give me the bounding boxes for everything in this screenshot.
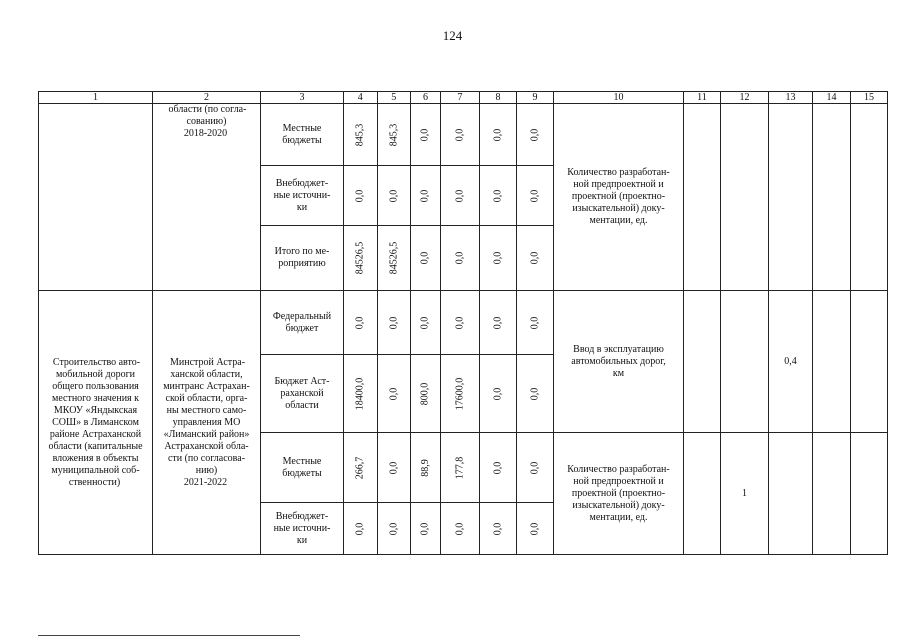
- value-text: 0,0: [492, 189, 503, 202]
- value-text: 0,0: [387, 387, 399, 400]
- value-cell: [411, 355, 441, 433]
- value-cell: [517, 291, 554, 355]
- value-text: 0,0: [529, 189, 540, 202]
- value-cell: [441, 355, 480, 433]
- col-header: 11: [684, 92, 721, 104]
- indicator-value-cell: [684, 291, 721, 433]
- value-text: 0,0: [387, 316, 399, 329]
- indicator-text: Количество разработан- ной предпроектной и проектной (проектно- изыскательной) доку- ментации, ед.: [567, 167, 670, 226]
- value-cell: [517, 503, 554, 555]
- value-cell: [344, 166, 378, 226]
- source-cell: [261, 355, 344, 433]
- value-text: 0,0: [529, 387, 540, 400]
- value-text: 0,0: [419, 316, 431, 329]
- indicator-cell: [554, 104, 684, 291]
- value-cell: [480, 226, 517, 291]
- source-cell: [261, 433, 344, 503]
- indicator-value-cell: [851, 433, 888, 555]
- indicator-value: 0,4: [784, 355, 797, 367]
- source-cell: [261, 503, 344, 555]
- value-text: 0,0: [492, 128, 503, 141]
- value-cell: [441, 166, 480, 226]
- col-header: 9: [517, 92, 554, 104]
- value-cell: [411, 503, 441, 555]
- value-text: 0,0: [419, 128, 431, 141]
- indicator-cell: [554, 433, 684, 555]
- value-text: 0,0: [492, 251, 503, 265]
- value-cell: [344, 433, 378, 503]
- indicator-value-cell: [684, 433, 721, 555]
- value-cell: [480, 503, 517, 555]
- col-header: 5: [377, 92, 411, 104]
- value-cell: [480, 355, 517, 433]
- source-text: Итого по ме- роприятию: [274, 246, 330, 269]
- indicator-value-cell: [721, 104, 769, 291]
- value-text: 0,0: [492, 461, 503, 474]
- indicator-value-cell: [769, 433, 813, 555]
- col-header: 2: [153, 92, 261, 104]
- measure-text: Строительство авто- мобильной дороги общего пользования местного значения к МКОУ «Яндыкская СОШ» в Лиманском районе Астраханской области (капитальные вложения в объекты муниципальной соб- ственности): [48, 356, 143, 488]
- source-text: Бюджет Аст- раханской области: [274, 375, 330, 411]
- col-header: 7: [441, 92, 480, 104]
- col-header: 10: [554, 92, 684, 104]
- value-cell: [441, 226, 480, 291]
- indicator-value-cell: [721, 291, 769, 433]
- column-number-row: [39, 92, 888, 104]
- col-header: 1: [39, 92, 153, 104]
- col-header: 14: [813, 92, 851, 104]
- value-text: 0,0: [419, 522, 431, 535]
- indicator-value-cell: [684, 104, 721, 291]
- col-header: 3: [261, 92, 344, 104]
- value-text: 0,0: [419, 251, 431, 265]
- value-cell: [441, 104, 480, 166]
- value-text: 0,0: [454, 522, 465, 535]
- value-cell: [517, 226, 554, 291]
- indicator-text: Ввод в эксплуатацию автомобильных дорог, км: [571, 343, 666, 379]
- value-cell: [411, 104, 441, 166]
- value-text: 0,0: [492, 522, 503, 535]
- value-cell: [480, 291, 517, 355]
- measure-cell-empty: [39, 104, 153, 291]
- table-row: [39, 291, 888, 355]
- footnote-divider: [38, 635, 300, 636]
- table-row: [39, 104, 888, 166]
- source-text: Внебюджет- ные источни- ки: [273, 177, 331, 213]
- responsible-text: Минстрой Астра- ханской области, минтранс Астрахан- ской области, орга- ны местного само- управления МО «Лиманский район» Астраханской обла- сти (по согласова- нию) 2021-2022: [163, 356, 250, 488]
- value-cell: [441, 503, 480, 555]
- page-number: 124: [442, 28, 463, 43]
- value-cell: [344, 226, 378, 291]
- indicator-value-cell: [769, 104, 813, 291]
- program-table: [38, 91, 888, 555]
- indicator-value-cell: [721, 433, 769, 555]
- col-header: 12: [721, 92, 769, 104]
- indicator-value-cell: [769, 291, 813, 433]
- value-text: 800,0: [419, 382, 431, 405]
- indicator-value-cell: [851, 104, 888, 291]
- indicator-value-cell: [851, 291, 888, 433]
- indicator-value-cell: [813, 291, 851, 433]
- source-cell: [261, 226, 344, 291]
- value-text: 0,0: [354, 522, 366, 535]
- value-cell: [377, 291, 411, 355]
- value-cell: [411, 226, 441, 291]
- indicator-value: 1: [742, 487, 747, 499]
- value-text: 0,0: [529, 461, 540, 474]
- source-cell: [261, 104, 344, 166]
- source-text: Федеральный бюджет: [272, 310, 332, 334]
- value-cell: [517, 355, 554, 433]
- value-text: 0,0: [387, 522, 399, 535]
- value-cell: [480, 433, 517, 503]
- indicator-value-cell: [813, 433, 851, 555]
- value-cell: [441, 433, 480, 503]
- value-cell: [480, 104, 517, 166]
- source-text: Местные бюджеты: [282, 122, 322, 146]
- value-cell: [377, 433, 411, 503]
- value-cell: [377, 166, 411, 226]
- value-text: 0,0: [529, 128, 540, 141]
- responsible-cell: [153, 104, 261, 291]
- value-text: 845,3: [354, 123, 366, 146]
- indicator-text: Количество разработан- ной предпроектной и проектной (проектно- изыскательной) доку- ментации, ед.: [567, 463, 670, 523]
- value-text: 0,0: [387, 461, 399, 474]
- value-cell: [441, 291, 480, 355]
- value-cell: [344, 104, 378, 166]
- value-cell: [377, 226, 411, 291]
- value-text: 84526,5: [354, 241, 366, 275]
- value-cell: [517, 104, 554, 166]
- value-cell: [411, 291, 441, 355]
- value-cell: [344, 291, 378, 355]
- col-header: 4: [344, 92, 378, 104]
- responsible-text: области (по согла- сованию) 2018-2020: [168, 104, 247, 139]
- source-cell: [261, 291, 344, 355]
- responsible-cell: [153, 291, 261, 555]
- value-cell: [517, 433, 554, 503]
- value-text: 84526,5: [387, 241, 399, 275]
- value-cell: [411, 166, 441, 226]
- col-header: 8: [480, 92, 517, 104]
- indicator-value-cell: [813, 104, 851, 291]
- source-text: Внебюджет- ные источни- ки: [273, 510, 331, 546]
- source-cell: [261, 166, 344, 226]
- source-text: Местные бюджеты: [282, 455, 322, 479]
- value-cell: [344, 355, 378, 433]
- value-cell: [480, 166, 517, 226]
- value-text: 0,0: [529, 251, 540, 265]
- value-cell: [377, 355, 411, 433]
- value-text: 0,0: [529, 522, 540, 535]
- value-text: 0,0: [492, 387, 503, 400]
- value-text: 845,3: [387, 123, 399, 146]
- value-text: 177,8: [454, 456, 465, 479]
- col-header: 13: [769, 92, 813, 104]
- col-header: 15: [851, 92, 888, 104]
- value-text: 0,0: [419, 189, 431, 202]
- value-text: 0,0: [529, 316, 540, 329]
- value-cell: [377, 503, 411, 555]
- value-cell: [411, 433, 441, 503]
- value-text: 0,0: [354, 316, 366, 329]
- measure-cell: [39, 291, 153, 555]
- value-text: 88,9: [419, 458, 431, 477]
- value-cell: [344, 503, 378, 555]
- value-text: 0,0: [454, 316, 465, 329]
- value-text: 0,0: [454, 189, 465, 202]
- value-text: 0,0: [454, 128, 465, 141]
- value-cell: [377, 104, 411, 166]
- value-text: 0,0: [354, 189, 366, 202]
- value-cell: [517, 166, 554, 226]
- value-text: 266,7: [354, 456, 366, 479]
- value-text: 17600,0: [454, 377, 465, 410]
- indicator-cell: [554, 291, 684, 433]
- value-text: 18400,0: [354, 377, 366, 410]
- value-text: 0,0: [454, 251, 465, 265]
- col-header: 6: [411, 92, 441, 104]
- value-text: 0,0: [492, 316, 503, 329]
- value-text: 0,0: [387, 189, 399, 202]
